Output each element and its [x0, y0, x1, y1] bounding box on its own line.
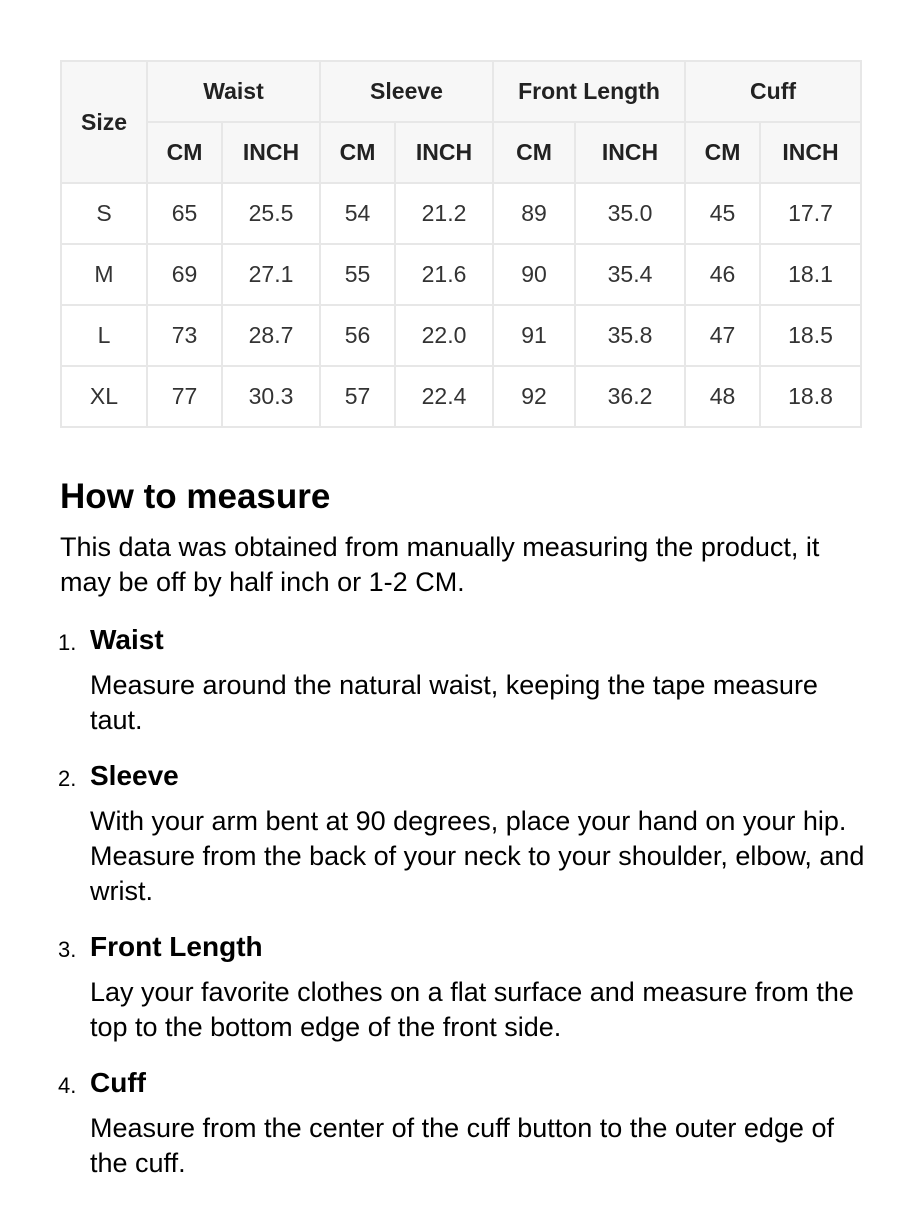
- unit-header: CM: [685, 122, 760, 183]
- table-cell: 91: [493, 305, 575, 366]
- table-cell: 35.4: [575, 244, 685, 305]
- table-cell: 57: [320, 366, 395, 427]
- table-row: [61, 366, 861, 427]
- table-cell: 28.7: [222, 305, 320, 366]
- table-cell: 90: [493, 244, 575, 305]
- size-label-cell: S: [61, 183, 147, 244]
- size-chart-table: [60, 60, 862, 428]
- table-cell: 35.8: [575, 305, 685, 366]
- step-number: 3.: [58, 937, 77, 962]
- table-cell: 21.6: [395, 244, 493, 305]
- table-cell: 18.8: [760, 366, 861, 427]
- step-title: Waist: [90, 624, 164, 655]
- step-title: Front Length: [90, 931, 263, 962]
- step-cuff: [60, 1065, 870, 1181]
- table-cell: 55: [320, 244, 395, 305]
- step-waist: [60, 622, 870, 738]
- table-cell: 89: [493, 183, 575, 244]
- step-description: Lay your favorite clothes on a flat surface and measure from the top to the bottom edge of the front side.: [90, 977, 854, 1042]
- unit-header: INCH: [222, 122, 320, 183]
- cuff-column-header: Cuff: [685, 61, 861, 122]
- sleeve-column-header: Sleeve: [320, 61, 493, 122]
- table-row: [61, 183, 861, 244]
- table-unit-row: [61, 122, 861, 183]
- table-row: [61, 244, 861, 305]
- step-description: Measure around the natural waist, keeping the tape measure taut.: [90, 670, 818, 735]
- unit-header: INCH: [760, 122, 861, 183]
- unit-header: CM: [493, 122, 575, 183]
- size-label-cell: M: [61, 244, 147, 305]
- table-cell: 18.1: [760, 244, 861, 305]
- table-cell: 22.0: [395, 305, 493, 366]
- step-front-length: [60, 929, 870, 1045]
- step-description: Measure from the center of the cuff button to the outer edge of the cuff.: [90, 1113, 834, 1178]
- waist-column-header: Waist: [147, 61, 320, 122]
- step-number: 1.: [58, 630, 77, 655]
- table-cell: 56: [320, 305, 395, 366]
- table-cell: 17.7: [760, 183, 861, 244]
- table-cell: 25.5: [222, 183, 320, 244]
- front-length-column-header: Front Length: [493, 61, 685, 122]
- table-cell: 30.3: [222, 366, 320, 427]
- unit-header: INCH: [575, 122, 685, 183]
- step-number: 4.: [58, 1073, 77, 1098]
- table-cell: 36.2: [575, 366, 685, 427]
- step-description: With your arm bent at 90 degrees, place your hand on your hip. Measure from the back of your neck to your shoulder, elbow, and wrist.: [90, 806, 865, 906]
- table-cell: 69: [147, 244, 222, 305]
- size-label-cell: XL: [61, 366, 147, 427]
- step-title: Sleeve: [90, 760, 179, 791]
- table-cell: 54: [320, 183, 395, 244]
- unit-header: CM: [147, 122, 222, 183]
- size-label-cell: L: [61, 305, 147, 366]
- table-cell: 65: [147, 183, 222, 244]
- table-cell: 27.1: [222, 244, 320, 305]
- table-cell: 48: [685, 366, 760, 427]
- table-cell: 46: [685, 244, 760, 305]
- measurement-disclaimer: This data was obtained from manually measuring the product, it may be off by half inch or 1-2 CM.: [60, 532, 820, 597]
- size-column-header: Size: [61, 61, 147, 183]
- table-cell: 18.5: [760, 305, 861, 366]
- table-cell: 92: [493, 366, 575, 427]
- measurement-steps-list: [60, 622, 870, 1201]
- table-cell: 73: [147, 305, 222, 366]
- unit-header: INCH: [395, 122, 493, 183]
- table-cell: 77: [147, 366, 222, 427]
- table-row: [61, 305, 861, 366]
- table-header-row: [61, 61, 861, 122]
- table-cell: 45: [685, 183, 760, 244]
- step-number: 2.: [58, 766, 77, 791]
- step-sleeve: [60, 758, 870, 909]
- how-to-measure-heading: How to measure: [60, 477, 331, 516]
- unit-header: CM: [320, 122, 395, 183]
- table-cell: 47: [685, 305, 760, 366]
- table-cell: 21.2: [395, 183, 493, 244]
- table-cell: 35.0: [575, 183, 685, 244]
- step-title: Cuff: [90, 1067, 146, 1098]
- table-cell: 22.4: [395, 366, 493, 427]
